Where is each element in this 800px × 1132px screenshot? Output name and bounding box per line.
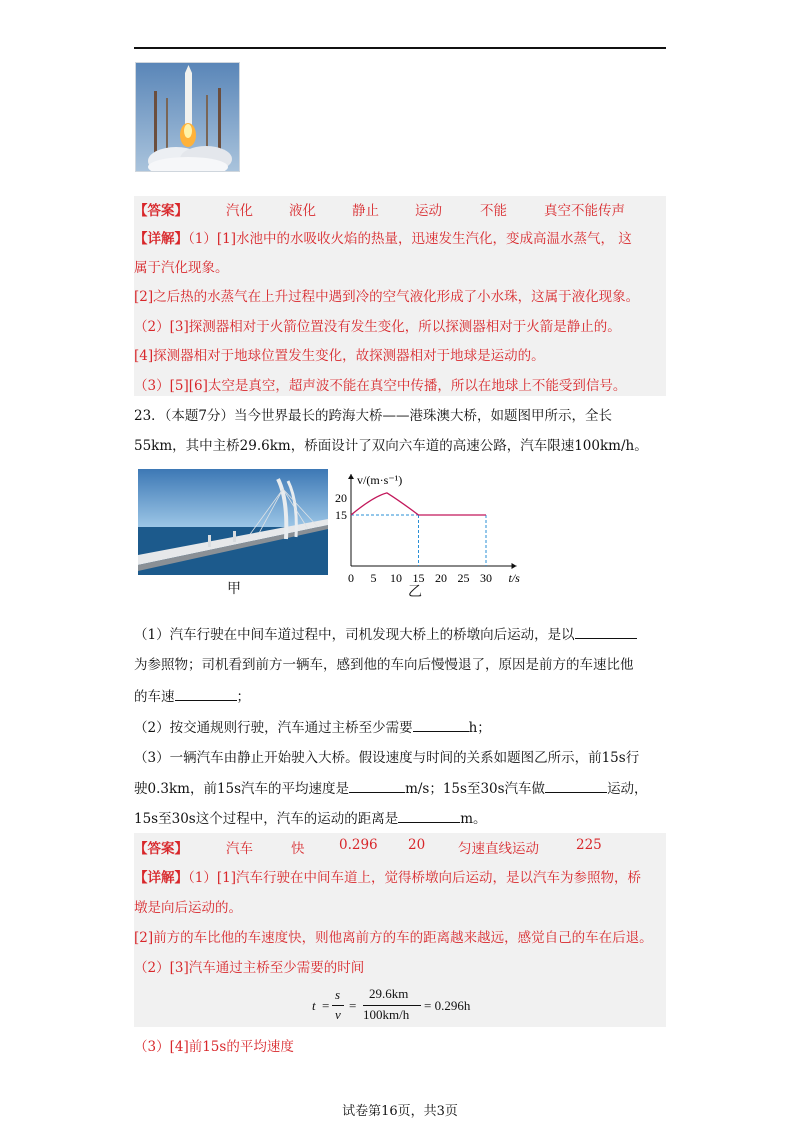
question-text-line [134, 778, 648, 799]
formula-result: = 0.296h [424, 998, 471, 1013]
x-axis-arrow [512, 563, 517, 569]
detail-line: [2]前方的车比他的车速度快，则他离前方的车的距离越来越远，感觉自己的车在后退。 [134, 930, 653, 946]
formula-lhs: t [312, 998, 316, 1013]
answer-item: 真空不能传声 [544, 203, 625, 219]
y-tick-label: 15 [335, 508, 347, 522]
answer-item: 运动 [415, 203, 442, 219]
question-intro: 55km，其中主桥29.6km，桥面设计了双向六车道的高速公路，汽车限速100km/h。 [134, 438, 648, 454]
x-tick-label: 0 [348, 571, 354, 585]
question-intro: 23．（本题7分）当今世界最长的跨海大桥——港珠澳大桥，如题图甲所示，全长 [134, 408, 613, 424]
detail-line: （2）[3]汽车通过主桥至少需要的时间 [134, 960, 365, 976]
answer-item: 匀速直线运动 [458, 841, 539, 857]
detail-line: （2）[3]探测器相对于火箭位置没有发生变化，所以探测器相对于火箭是静止的。 [134, 319, 621, 335]
detail-text: （1）[1]汽车行驶在中间车道上，觉得桥墩向后运动，是以汽车为参照物，桥 [188, 870, 641, 886]
x-tick-label: 15 [412, 571, 425, 585]
question-text: m/s；15s至30s汽车做 [405, 781, 546, 797]
answer-item: 快 [291, 841, 305, 857]
detail-line [134, 229, 632, 249]
detail-tag: 【详解】 [134, 231, 188, 247]
formula-num: s [335, 987, 341, 1002]
question-part-1 [134, 624, 637, 645]
question-text-line [134, 808, 487, 829]
detail-line: 属于汽化现象。 [134, 260, 229, 276]
figure-caption-jia: 甲 [227, 581, 241, 597]
answer-item: 汽化 [226, 203, 253, 219]
detail-line: [4]探测器相对于地球位置发生变化，故探测器相对于地球是运动的。 [134, 348, 545, 364]
velocity-time-chart [335, 466, 525, 604]
page-footer: 试卷第16页，共3页 [342, 1104, 458, 1119]
answer-blank[interactable] [175, 686, 237, 701]
question-text: 15s至30s这个过程中，汽车的运动的距离是 [134, 811, 399, 827]
question-text: （1）汽车行驶在中间车道过程中，司机发现大桥上的桥墩向后运动，是以 [134, 627, 575, 643]
question-text: ； [236, 689, 250, 705]
x-tick-label: 10 [390, 571, 402, 585]
question-text-line [134, 686, 250, 707]
answer-item: 静止 [352, 203, 379, 219]
answer-tag: 【答案】 [134, 841, 188, 857]
x-tick-label: 30 [480, 571, 492, 585]
answer-item: 20 [408, 837, 426, 853]
y-axis-arrow [348, 474, 354, 479]
answer-item: 0.296 [339, 837, 378, 853]
answer-item: 不能 [480, 203, 507, 219]
time-formula: t = s v = 29.6km 100km/h = 0.296h [312, 986, 471, 1022]
x-tick-label: 25 [457, 571, 470, 585]
answer-blank[interactable] [349, 778, 405, 793]
answer-blank[interactable] [545, 778, 607, 793]
answer-blank[interactable] [575, 624, 637, 639]
detail-line [134, 868, 641, 888]
detail-line: 墩是向后运动的。 [134, 900, 242, 916]
y-tick-label: 20 [335, 491, 347, 505]
question-part-3: （3）一辆汽车由静止开始驶入大桥。假设速度与时间的关系如题图乙所示，前15s行 [134, 750, 640, 766]
x-tick-label: 20 [435, 571, 447, 585]
answer-item: 液化 [289, 203, 316, 219]
question-text: m。 [460, 811, 487, 827]
answer-blank[interactable] [413, 717, 469, 732]
answer-blank[interactable] [398, 808, 460, 823]
rocket-launch-image [135, 62, 240, 172]
top-rule [134, 47, 666, 49]
velocity-series-line [351, 493, 486, 515]
question-part-2 [134, 717, 491, 738]
detail-tag: 【详解】 [134, 870, 188, 886]
formula-den: v [335, 1007, 341, 1022]
detail-line: （3）[4]前15s的平均速度 [134, 1039, 294, 1055]
question-text: （2）按交通规则行驶，汽车通过主桥至少需要 [134, 720, 413, 736]
question-text: h； [468, 720, 491, 736]
bridge-image [138, 469, 328, 575]
question-text: 运动， [607, 781, 648, 797]
question-text: 驶0.3km，前15s汽车的平均速度是 [134, 781, 350, 797]
x-tick-label: 5 [370, 571, 377, 585]
answer-item: 汽车 [226, 841, 253, 857]
formula-num: 29.6km [369, 986, 409, 1001]
figure-caption-yi: 乙 [408, 584, 422, 600]
detail-line: [2]之后热的水蒸气在上升过程中遇到冷的空气液化形成了小水珠，这属于液化现象。 [134, 289, 640, 305]
answer-item: 225 [576, 837, 602, 853]
detail-line: （3）[5][6]太空是真空，超声波不能在真空中传播，所以在地球上不能受到信号。 [134, 378, 627, 394]
y-axis-label: v/(m·s⁻¹) [357, 473, 403, 487]
detail-text: （1）[1]水池中的水吸收火焰的热量，迅速发生汽化，变成高温水蒸气， 这 [188, 231, 632, 247]
x-axis-label: t/s [508, 571, 520, 585]
answer-tag: 【答案】 [134, 203, 188, 219]
question-text: 的车速 [134, 689, 175, 705]
formula-den: 100km/h [363, 1007, 410, 1022]
question-text: 为参照物；司机看到前方一辆车，感到他的车向后慢慢退了，原因是前方的车速比他 [134, 657, 634, 673]
